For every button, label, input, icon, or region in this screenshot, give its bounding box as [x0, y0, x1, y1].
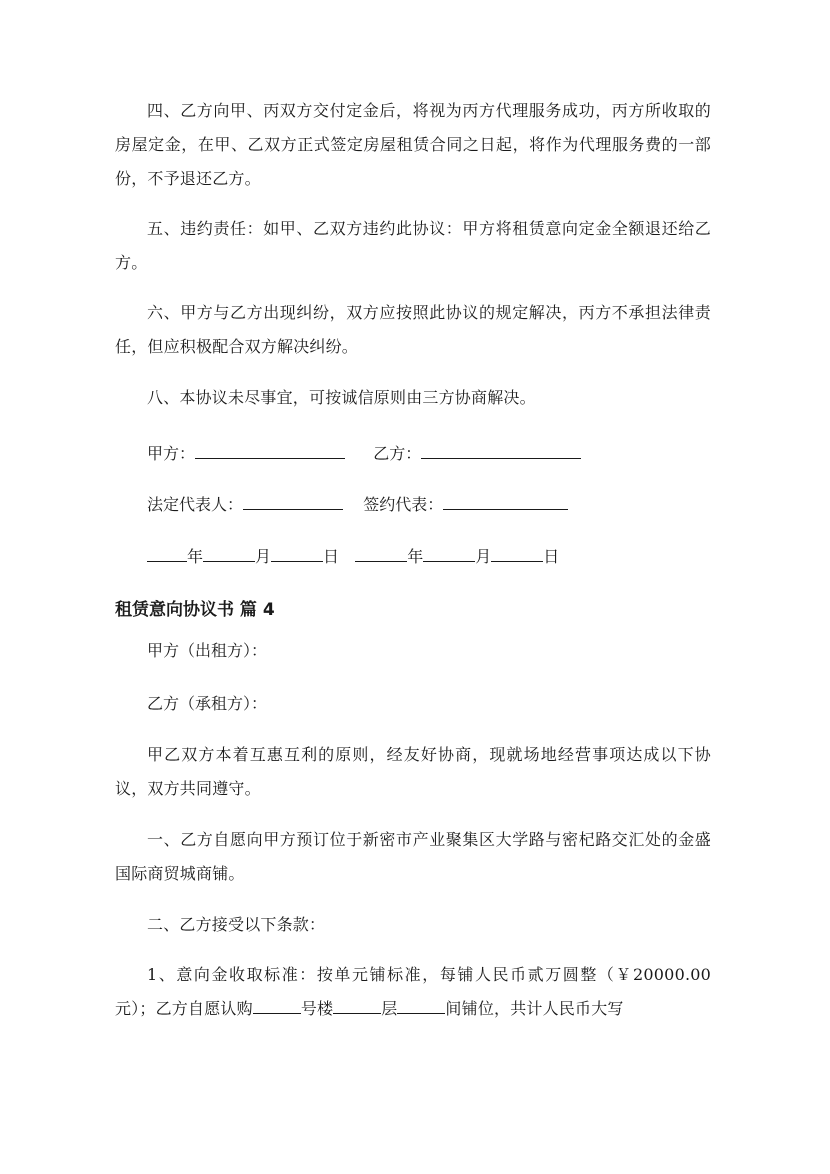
item-2: 二、乙方接受以下条款： — [147, 915, 326, 934]
signing-rep-label: 签约代表： — [363, 495, 444, 514]
date-a-month-label: 月 — [255, 547, 272, 566]
lessor-line: 甲方（出租方）： — [147, 641, 268, 660]
date-a-day-blank[interactable] — [271, 543, 323, 562]
clause-5: 五、违约责任：如甲、乙双方违约此协议：甲方将租赁意向定金全额退还给乙方。 — [115, 219, 711, 272]
floor-label: 层 — [381, 999, 398, 1018]
legal-rep-label: 法定代表人： — [147, 495, 244, 514]
building-label: 号楼 — [300, 999, 334, 1018]
unit-blank[interactable] — [397, 995, 445, 1014]
clause-4: 四、乙方向甲、丙双方交付定金后，将视为丙方代理服务成功，丙方所收取的房屋定金，在甲、乙双方正式签定房屋租赁合同之日起，将作为代理服务费的一部份，不予退还乙方。 — [115, 101, 711, 188]
date-b-day-blank[interactable] — [491, 543, 543, 562]
clause-8: 八、本协议未尽事宜，可按诚信原则由三方协商解决。 — [147, 388, 536, 407]
signature-row-reps — [147, 491, 568, 517]
signature-row-dates — [147, 543, 559, 569]
date-b-day-label: 日 — [543, 547, 560, 566]
legal-rep-blank[interactable] — [243, 491, 343, 510]
date-b-year-blank[interactable] — [355, 543, 407, 562]
date-a-month-blank[interactable] — [203, 543, 255, 562]
item-3 — [115, 958, 711, 1026]
item-1: 一、乙方自愿向甲方预订位于新密市产业聚集区大学路与密杞路交汇处的金盛国际商贸城商铺。 — [115, 830, 711, 883]
signature-row-parties — [147, 440, 581, 466]
party-a-blank[interactable] — [195, 440, 345, 459]
signing-rep-blank[interactable] — [443, 491, 568, 510]
item-3-text-part1: 1、意向金收取标准：按单元铺标准，每铺人民币贰万圆整（￥20000.00元）；乙方自愿认购 — [115, 965, 711, 1018]
date-b-month-label: 月 — [475, 547, 492, 566]
floor-blank[interactable] — [333, 995, 381, 1014]
date-b-month-blank[interactable] — [423, 543, 475, 562]
party-b-blank[interactable] — [421, 440, 581, 459]
date-b-year-label: 年 — [407, 547, 424, 566]
party-a-label: 甲方： — [147, 444, 196, 463]
date-a-year-blank[interactable] — [147, 543, 187, 562]
clause-6: 六、甲方与乙方出现纠纷，双方应按照此协议的规定解决，丙方不承担法律责任，但应积极配合双方解决纠纷。 — [115, 303, 711, 356]
section-title: 租赁意向协议书 篇 4 — [115, 600, 275, 620]
item-3-text-part2: 间铺位，共计人民币大写 — [445, 999, 624, 1018]
intro-paragraph: 甲乙双方本着互惠互利的原则，经友好协商，现就场地经营事项达成以下协议，双方共同遵守。 — [115, 745, 711, 798]
lessee-line: 乙方（承租方）： — [147, 694, 268, 713]
party-b-label: 乙方： — [373, 444, 422, 463]
building-blank[interactable] — [253, 995, 301, 1014]
date-a-day-label: 日 — [323, 547, 340, 566]
date-a-year-label: 年 — [187, 547, 204, 566]
